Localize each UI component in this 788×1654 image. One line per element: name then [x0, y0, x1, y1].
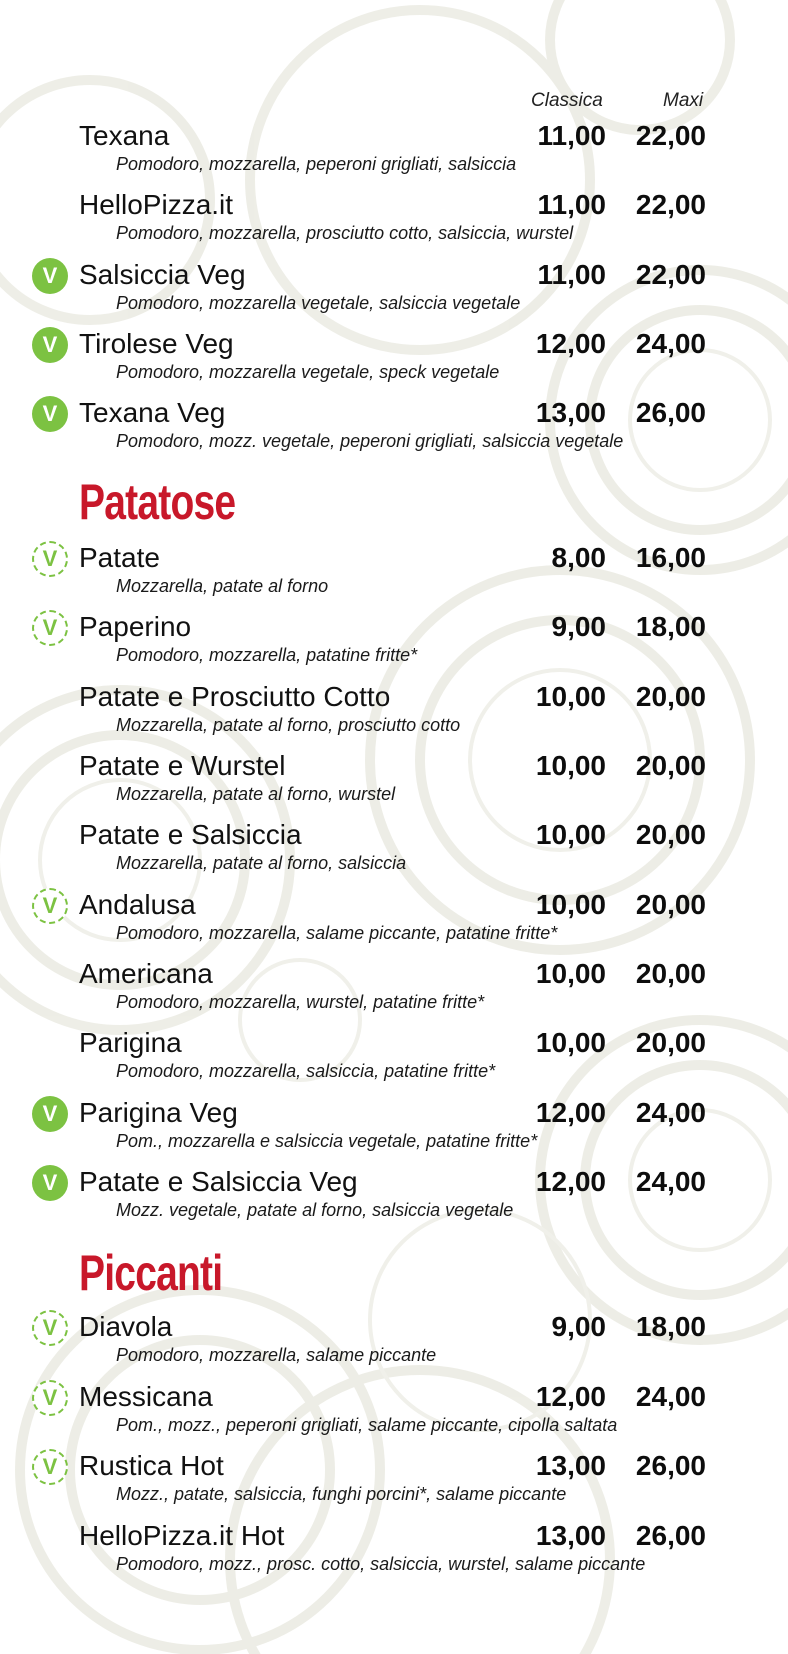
price-classica: 10,00	[535, 1027, 606, 1058]
price-maxi: 16,00	[635, 542, 706, 573]
vegetarian-badge-icon: V	[32, 1380, 68, 1416]
item-name: Parigina Veg	[79, 1097, 238, 1128]
item-name: Messicana	[79, 1381, 213, 1412]
price-classica: 10,00	[535, 819, 606, 850]
item-description: Pomodoro, mozzarella vegetale, salsiccia vegetale	[116, 293, 521, 313]
item-description: Pomodoro, mozzarella, wurstel, patatine fritte*	[116, 992, 485, 1012]
item-description: Pom., mozz., peperoni grigliati, salame piccante, cipolla saltata	[116, 1415, 618, 1435]
price-maxi: 20,00	[635, 958, 706, 989]
price-classica: 12,00	[535, 328, 606, 359]
item-description: Pomodoro, mozzarella, salame piccante, patatine fritte*	[116, 923, 558, 943]
price-classica: 10,00	[535, 889, 606, 920]
price-maxi: 20,00	[635, 819, 706, 850]
price-maxi: 26,00	[635, 1520, 706, 1551]
price-classica: 11,00	[537, 259, 606, 290]
item-description: Pomodoro, mozz. vegetale, peperoni grigliati, salsiccia vegetale	[116, 431, 624, 451]
price-classica: 12,00	[535, 1166, 606, 1197]
item-name: Patate e Salsiccia Veg	[79, 1166, 358, 1197]
menu-item	[0, 818, 788, 884]
menu-item	[0, 957, 788, 1023]
column-header-classica: Classica	[531, 90, 603, 111]
menu-item	[0, 188, 788, 254]
item-name: HelloPizza.it	[79, 189, 234, 220]
vegetarian-badge-icon: V	[32, 1310, 68, 1346]
item-name: HelloPizza.it Hot	[79, 1520, 285, 1551]
item-description: Mozz. vegetale, patate al forno, salsiccia vegetale	[116, 1200, 514, 1220]
item-description: Mozzarella, patate al forno	[116, 576, 329, 596]
price-classica: 11,00	[537, 189, 606, 220]
price-maxi: 20,00	[635, 750, 706, 781]
price-maxi: 24,00	[635, 1381, 706, 1412]
item-name: Patate e Salsiccia	[79, 819, 302, 850]
item-name: Rustica Hot	[79, 1450, 224, 1481]
vegan-badge-icon: V	[32, 258, 68, 294]
price-maxi: 24,00	[635, 1166, 706, 1197]
price-classica: 13,00	[535, 397, 606, 428]
column-headers	[0, 90, 788, 114]
item-description: Mozz., patate, salsiccia, funghi porcini*, salame piccante	[116, 1484, 567, 1504]
item-description: Mozzarella, patate al forno, salsiccia	[116, 853, 407, 873]
price-maxi: 24,00	[635, 328, 706, 359]
item-description: Pomodoro, mozzarella, salame piccante	[116, 1345, 437, 1365]
item-name: Paperino	[79, 611, 192, 642]
vegan-badge-icon: V	[32, 396, 68, 432]
item-description: Pomodoro, mozzarella, patatine fritte*	[116, 645, 418, 665]
item-name: Tirolese Veg	[79, 328, 234, 359]
price-maxi: 20,00	[635, 889, 706, 920]
item-name: Parigina	[79, 1027, 182, 1058]
menu-item	[0, 610, 788, 676]
item-name: Diavola	[79, 1311, 173, 1342]
item-name: Texana	[79, 120, 170, 151]
menu-item	[0, 680, 788, 746]
item-name: Andalusa	[79, 889, 196, 920]
menu-item	[0, 1449, 788, 1515]
price-classica: 8,00	[551, 542, 606, 573]
price-maxi: 22,00	[635, 189, 706, 220]
menu-item	[0, 1096, 788, 1162]
menu-item	[0, 1165, 788, 1231]
price-classica: 13,00	[535, 1450, 606, 1481]
price-maxi: 18,00	[635, 611, 706, 642]
price-maxi: 26,00	[635, 397, 706, 428]
vegetarian-badge-icon: V	[32, 1449, 68, 1485]
item-description: Mozzarella, patate al forno, wurstel	[116, 784, 396, 804]
menu-item	[0, 1310, 788, 1376]
menu-item	[0, 749, 788, 815]
price-classica: 9,00	[551, 611, 606, 642]
menu-item	[0, 258, 788, 324]
vegetarian-badge-icon: V	[32, 541, 68, 577]
item-name: Texana Veg	[79, 397, 226, 428]
item-description: Pom., mozzarella e salsiccia vegetale, patatine fritte*	[116, 1131, 538, 1151]
item-name: Salsiccia Veg	[79, 259, 246, 290]
menu-item	[0, 1519, 788, 1585]
price-classica: 13,00	[535, 1520, 606, 1551]
menu-item	[0, 396, 788, 462]
vegan-badge-icon: V	[32, 1096, 68, 1132]
price-classica: 10,00	[535, 958, 606, 989]
item-name: Patate e Prosciutto Cotto	[79, 681, 391, 712]
price-classica: 10,00	[535, 681, 606, 712]
item-description: Pomodoro, mozzarella, peperoni grigliati, salsiccia	[116, 154, 517, 174]
price-classica: 9,00	[551, 1311, 606, 1342]
price-classica: 12,00	[535, 1381, 606, 1412]
item-name: Patate	[79, 542, 160, 573]
price-maxi: 26,00	[635, 1450, 706, 1481]
item-description: Pomodoro, mozzarella, salsiccia, patatine fritte*	[116, 1061, 496, 1081]
menu-item	[0, 1026, 788, 1092]
vegan-badge-icon: V	[32, 327, 68, 363]
item-description: Pomodoro, mozzarella vegetale, speck vegetale	[116, 362, 500, 382]
price-maxi: 22,00	[635, 259, 706, 290]
vegetarian-badge-icon: V	[32, 610, 68, 646]
price-maxi: 20,00	[635, 1027, 706, 1058]
price-maxi: 20,00	[635, 681, 706, 712]
section-title-piccanti: Piccanti	[79, 1245, 223, 1301]
item-name: Americana	[79, 958, 213, 989]
price-classica: 10,00	[535, 750, 606, 781]
price-classica: 12,00	[535, 1097, 606, 1128]
vegan-badge-icon: V	[32, 1165, 68, 1201]
menu-item	[0, 888, 788, 954]
menu-item	[0, 119, 788, 185]
column-header-maxi: Maxi	[663, 90, 704, 111]
item-name: Patate e Wurstel	[79, 750, 286, 781]
price-maxi: 24,00	[635, 1097, 706, 1128]
item-description: Mozzarella, patate al forno, prosciutto cotto	[116, 715, 461, 735]
vegetarian-badge-icon: V	[32, 888, 68, 924]
price-maxi: 22,00	[635, 120, 706, 151]
section-title-patatose: Patatose	[79, 474, 236, 530]
price-classica: 11,00	[537, 120, 606, 151]
menu-item	[0, 541, 788, 607]
menu-item	[0, 1380, 788, 1446]
price-maxi: 18,00	[635, 1311, 706, 1342]
item-description: Pomodoro, mozz., prosc. cotto, salsiccia, wurstel, salame piccante	[116, 1554, 646, 1574]
menu-item	[0, 327, 788, 393]
item-description: Pomodoro, mozzarella, prosciutto cotto, salsiccia, wurstel	[116, 223, 574, 243]
